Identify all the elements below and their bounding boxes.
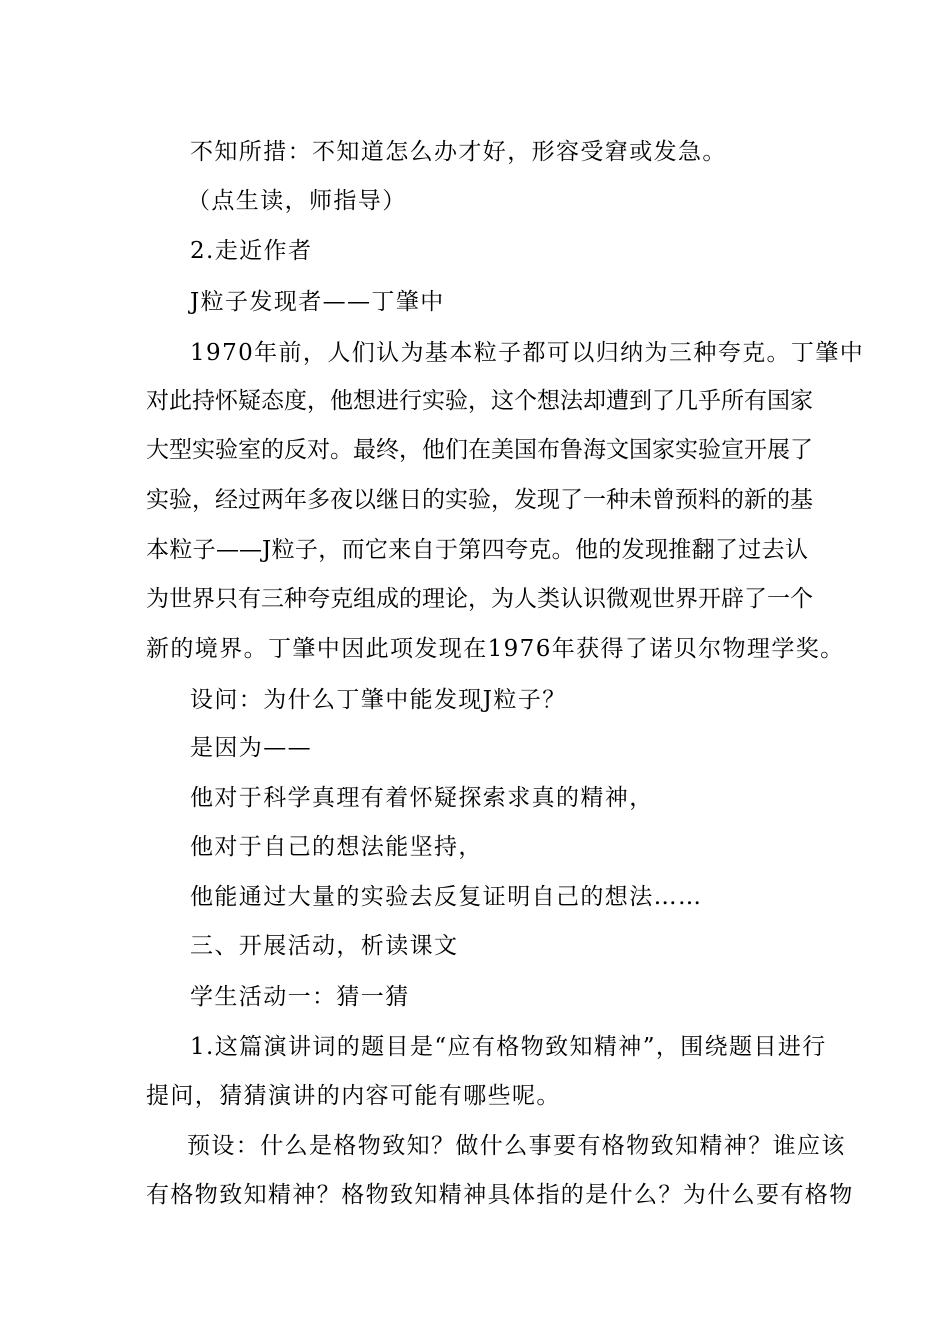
paragraph-line: 他能通过大量的实验去反复证明自己的想法…… — [190, 884, 703, 910]
paragraph-line: 1970年前，人们认为基本粒子都可以归纳为三种夸克。丁肇中 — [190, 340, 865, 366]
paragraph-line: 他对于自己的想法能坚持， — [190, 834, 483, 860]
paragraph-line: 设问：为什么丁肇中能发现J粒子？ — [190, 687, 567, 713]
paragraph-line: 1.这篇演讲词的题目是“应有格物致知精神”，围绕题目进行 — [190, 1034, 827, 1060]
section-heading: 2.走近作者 — [190, 238, 313, 264]
paragraph-line: J粒子发现者——丁肇中 — [190, 289, 445, 315]
paragraph-line: 为世界只有三种夸克组成的理论，为人类认识微观世界开辟了一个 — [146, 586, 813, 612]
paragraph-line: 对此持怀疑态度，他想进行实验，这个想法却遭到了几乎所有国家 — [146, 388, 813, 414]
paragraph-line: 是因为—— — [190, 735, 312, 761]
paragraph-line: 他对于科学真理有着怀疑探索求真的精神， — [190, 785, 654, 811]
paragraph-line: 学生活动一：猜一猜 — [190, 984, 410, 1010]
paragraph-line: 不知所措：不知道怎么办才好，形容受窘或发急。 — [190, 139, 727, 165]
paragraph-line: 预设：什么是格物致知？做什么事要有格物致知精神？谁应该 — [187, 1133, 846, 1159]
section-heading: 三、开展活动，析读课文 — [190, 933, 459, 959]
paragraph-line: 有格物致知精神？格物致知精神具体指的是什么？为什么要有格物 — [146, 1182, 854, 1208]
paragraph-line: 本粒子——J粒子，而它来自于第四夸克。他的发现推翻了过去认 — [146, 537, 808, 563]
paragraph-line: （点生读，师指导） — [187, 188, 407, 214]
paragraph-line: 提问，猜猜演讲的内容可能有哪些呢。 — [146, 1083, 561, 1109]
paragraph-line: 实验，经过两年多夜以继日的实验，发现了一种未曾预料的新的基 — [146, 487, 813, 513]
paragraph-line: 大型实验室的反对。最终，他们在美国布鲁海文国家实验宣开展了 — [146, 437, 813, 463]
paragraph-line: 新的境界。丁肇中因此项发现在1976年获得了诺贝尔物理学奖。 — [146, 636, 845, 662]
